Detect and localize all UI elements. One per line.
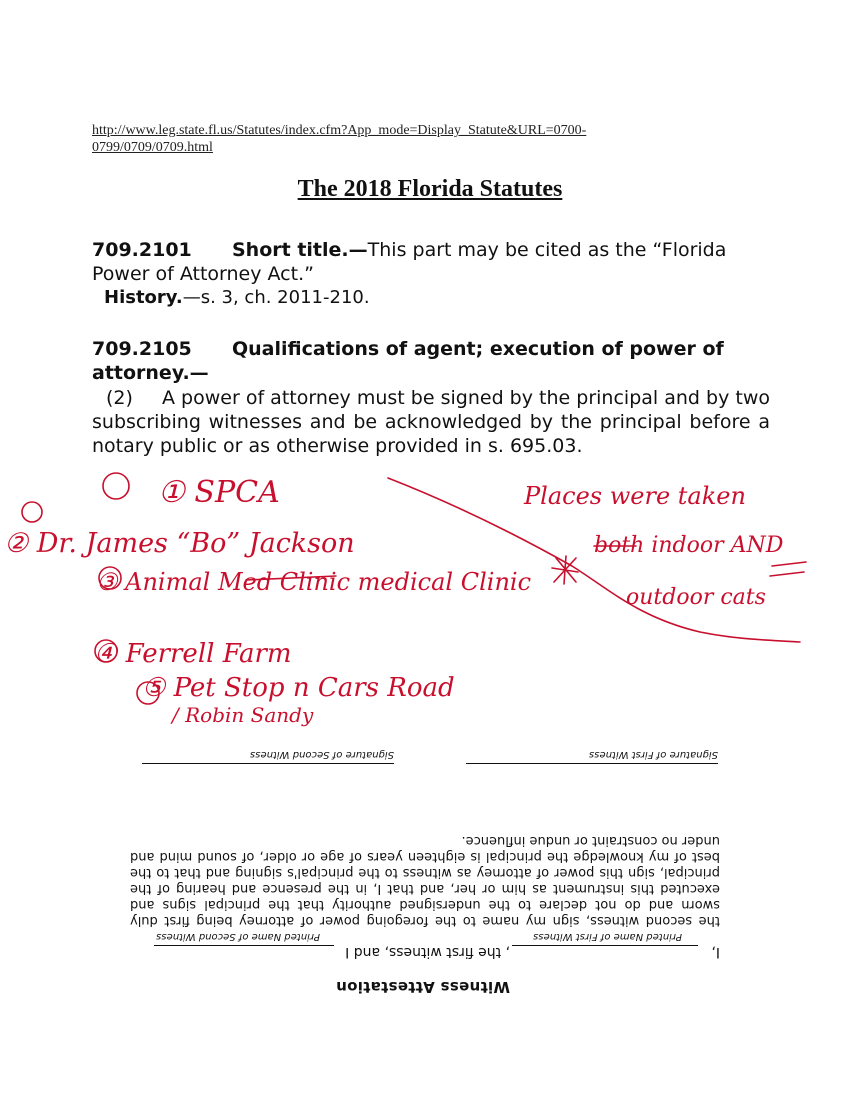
second-witness-signature-line[interactable]: [142, 763, 394, 764]
note-item-1: ① SPCA: [158, 475, 280, 510]
section-number: 709.2101: [92, 239, 192, 261]
section-number: 709.2105: [92, 338, 192, 360]
note-item-4: ④ Ferrell Farm: [94, 639, 292, 669]
witness-form-title: Witness Attestation: [335, 978, 510, 996]
first-witness-signature-label: Signature of First Witness: [589, 749, 718, 760]
first-witness-printed-label: Printed Name of First Witness: [533, 931, 682, 942]
history-label: History.: [104, 287, 183, 308]
subsection-number: (2): [106, 387, 133, 409]
source-url[interactable]: http://www.leg.state.fl.us/Statutes/index.cfm?App_mode=Display_Statute&URL=0700-0799/0709/0709.html: [92, 123, 587, 155]
first-witness-signature-line[interactable]: [466, 763, 718, 764]
witness-intro-first: , the first witness, and I: [345, 944, 510, 960]
subsection-text: A power of attorney must be signed by the principal and by two subscribing witnesses and be acknowledged by the principal before a notary public or as otherwise provided in s. 695.03.: [92, 387, 770, 457]
history-text: —s. 3, ch. 2011-210.: [182, 287, 370, 308]
second-witness-signature-label: Signature of Second Witness: [250, 749, 394, 760]
side-note-line-3: outdoor cats: [626, 585, 766, 610]
second-witness-name-line[interactable]: [154, 945, 334, 946]
side-note-line-1: Places were taken: [524, 482, 746, 510]
first-witness-name-line[interactable]: [512, 945, 698, 946]
witness-intro-i: I,: [711, 944, 720, 960]
note-item-6: / Robin Sandy: [172, 703, 314, 727]
witness-body-text: the second witness, sign my name to the foregoing power of attorney being first duly sworn and do not declare to the undersigned authority that the principal signs and executed this instrument as him or her, and that I, in the presence and hearing of the principal, sign this power of attorney as witness to the principal's signing and that to the best of my knowledge the principal is eighteen years of age or older, of sound mind and under no constraint or undue influence.: [130, 833, 720, 928]
note-item-5: ⑤ Pet Stop n Cars Road: [142, 673, 455, 703]
section-caption: Short title.—: [232, 239, 368, 261]
document-title: The 2018 Florida Statutes: [297, 176, 563, 202]
note-item-3: ③ Animal Med Clinic medical Clinic: [96, 568, 532, 596]
section-caption: Qualifications of agent; execution of power of attorney.—: [92, 338, 724, 384]
side-note-line-2: both indoor AND: [594, 533, 784, 558]
second-witness-printed-label: Printed Name of Second Witness: [156, 931, 320, 942]
section-text: This part may be cited as the “Florida Power of Attorney Act.”: [92, 239, 727, 285]
note-item-2: ② Dr. James “Bo” Jackson: [4, 528, 355, 559]
